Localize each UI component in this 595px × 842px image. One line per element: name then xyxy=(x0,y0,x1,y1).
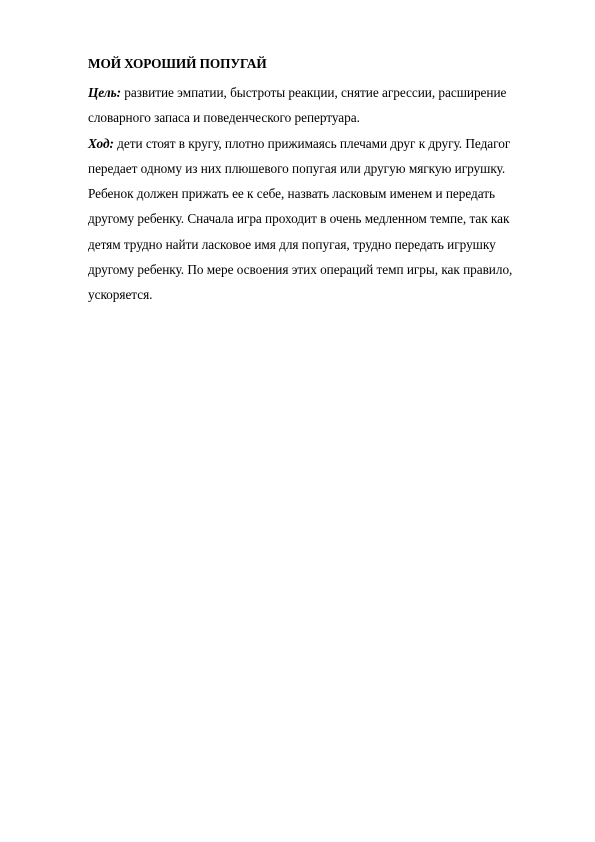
procedure-paragraph xyxy=(88,131,533,308)
goal-text: развитие эмпатии, быстроты реакции, снятие агрессии, расширение словарного запаса и поведенческого репертуара. xyxy=(88,85,507,126)
goal-paragraph xyxy=(88,80,533,131)
procedure-text: дети стоят в кругу, плотно прижимаясь плечами друг к другу. Педагог передает одному из них плюшевого попугая или другую мягкую игрушку. Ребенок должен прижать ее к себе, назвать ласковым именем и передать другому ребенку. Сначала игра проходит в очень медленном темпе, так как детям трудно найти ласковое имя для попугая, трудно передать игрушку другому ребенку. По мере освоения этих операций темп игры, как правило, ускоряется. xyxy=(88,135,513,303)
document-title: МОЙ ХОРОШИЙ ПОПУГАЙ xyxy=(88,56,267,71)
procedure-label: Ход: xyxy=(88,135,114,151)
goal-label: Цель: xyxy=(88,85,121,100)
document-page xyxy=(88,55,533,308)
